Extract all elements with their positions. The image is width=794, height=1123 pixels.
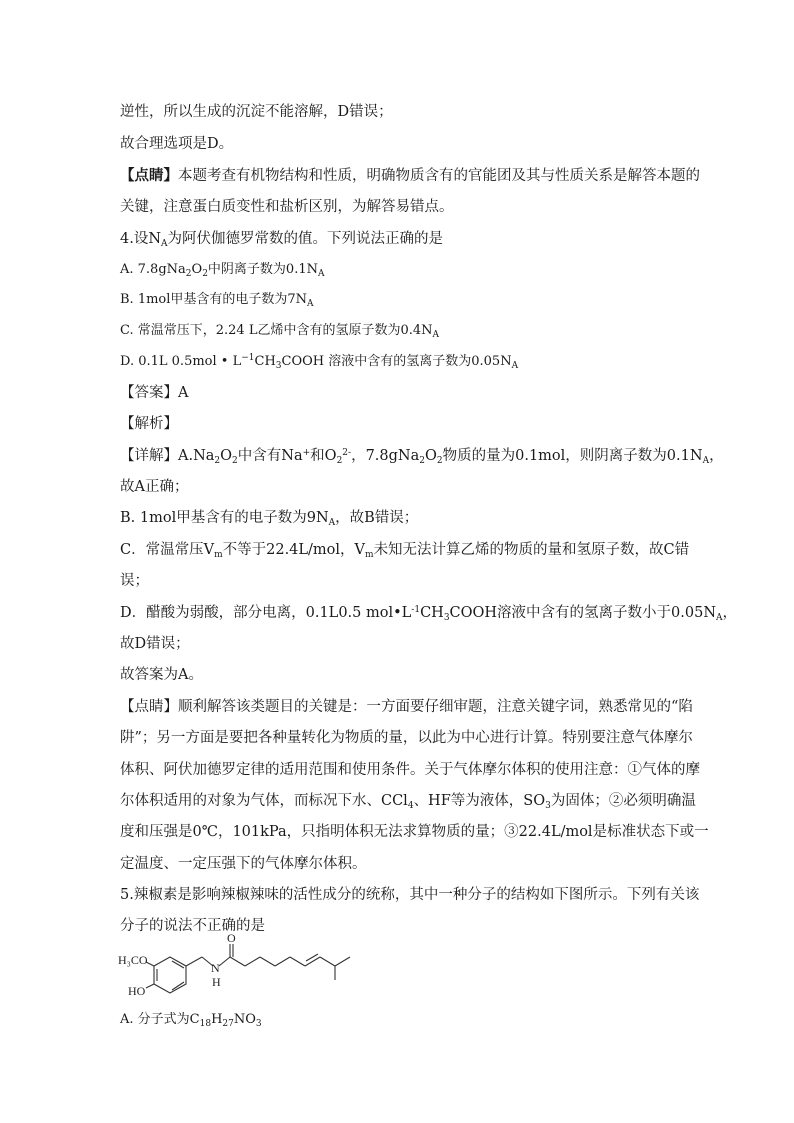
- capsaicin-structure-diagram: [118, 932, 378, 1012]
- text-line: 关键，注意蛋白质变性和盐析区别，为解答易错点。: [120, 199, 454, 215]
- text-line: C．常温常压$V_m$不等于22.4L/mol，$V_m$未知无法计算乙烯的物质的量和氢原子数，故C错: [120, 542, 690, 560]
- question-4-stem: 4.设$N_A$为阿伏伽德罗常数的值。下列说法正确的是: [120, 231, 444, 249]
- benzene-ring: [154, 957, 186, 993]
- analysis-label: 【解析】: [120, 416, 178, 432]
- text-line: 阱”；另一方面是要把各种量转化为物质的量，以此为中心进行计算。特别要注意气体摩尔: [120, 730, 693, 746]
- answer-label: 【答案】A: [120, 385, 189, 401]
- text-line: D．醋酸为弱酸，部分电离，0.1L0.5 $mol•L^{-1}CH_3COOH$溶液中含有的氢离子数小于$0.05N_A$，: [120, 605, 738, 623]
- text-line: 【点睛】本题考查有机物结构和性质，明确物质含有的官能团及其与性质关系是解答本题的: [120, 167, 700, 184]
- option-b: B. 1mol甲基含有的电子数为$7N_A$: [120, 292, 314, 309]
- amide-nitrogen-label: N: [211, 961, 220, 975]
- molecule-bonds: [146, 944, 350, 993]
- text-line: 误；: [120, 573, 149, 589]
- text-line: 尔体积适用的对象为气体，而标况下水、CCl$_4$、HF等为液体，$SO_3$为固体；②必须明确温: [120, 793, 696, 811]
- text-line: 体积、阿伏加德罗定律的适用范围和使用条件。关于气体摩尔体积的使用注意：①气体的摩: [120, 762, 700, 778]
- methoxy-label: H₃CO: [118, 953, 148, 967]
- text-line: B. 1mol甲基含有的电子数为$9N_A$，故B错误；: [120, 510, 419, 528]
- amide-hydrogen-label: H: [212, 975, 221, 989]
- text-line: 度和压强是0℃，101kPa，只指明体积无法求算物质的量；③22.4L/mol是标准状态下或一: [120, 824, 709, 840]
- text-line: 逆性，所以生成的沉淀不能溶解，D错误；: [120, 104, 393, 120]
- carbonyl-oxygen-label: O: [227, 932, 236, 945]
- option-a: A. $7.8gNa_2O_2$中阴离子数为$0.1N_A$: [120, 262, 325, 279]
- text-line: 【详解】$A.Na_2O_2$中含有Na+和$O_2^{2-}$，$7.8gNa_2O_2$物质的量为0.1mol，则阴离子数为$0.1N_A$，: [120, 448, 724, 466]
- text-line: 故A正确；: [120, 479, 189, 495]
- option-a-q5: A. 分子式为$C_{18}H_{27}NO_3$: [120, 1012, 262, 1029]
- hydroxy-label: HO: [128, 984, 146, 998]
- option-c: C. 常温常压下，2.24 L乙烯中含有的氢原子数为$0.4N_A$: [120, 323, 440, 340]
- text-line: 分子的说法不正确的是: [120, 918, 265, 934]
- text-line: 故答案为A。: [120, 667, 203, 683]
- text-line: 定温度、一定压强下的气体摩尔体积。: [120, 856, 367, 872]
- option-d: D. 0.1L 0.5mol • $L^{-1}CH_3COOH$ 溶液中含有的氢离子数为$0.05N_A$: [120, 353, 519, 371]
- question-5-stem: 5.辣椒素是影响辣椒辣味的活性成分的统称，其中一种分子的结构如下图所示。下列有关该: [120, 887, 700, 903]
- text-line: 【点睛】顺利解答该类题目的关键是：一方面要仔细审题，注意关键字词，熟悉常见的“陷: [120, 699, 693, 715]
- text-line: 故D错误；: [120, 636, 190, 652]
- text-line: 故合理选项是D。: [120, 136, 234, 152]
